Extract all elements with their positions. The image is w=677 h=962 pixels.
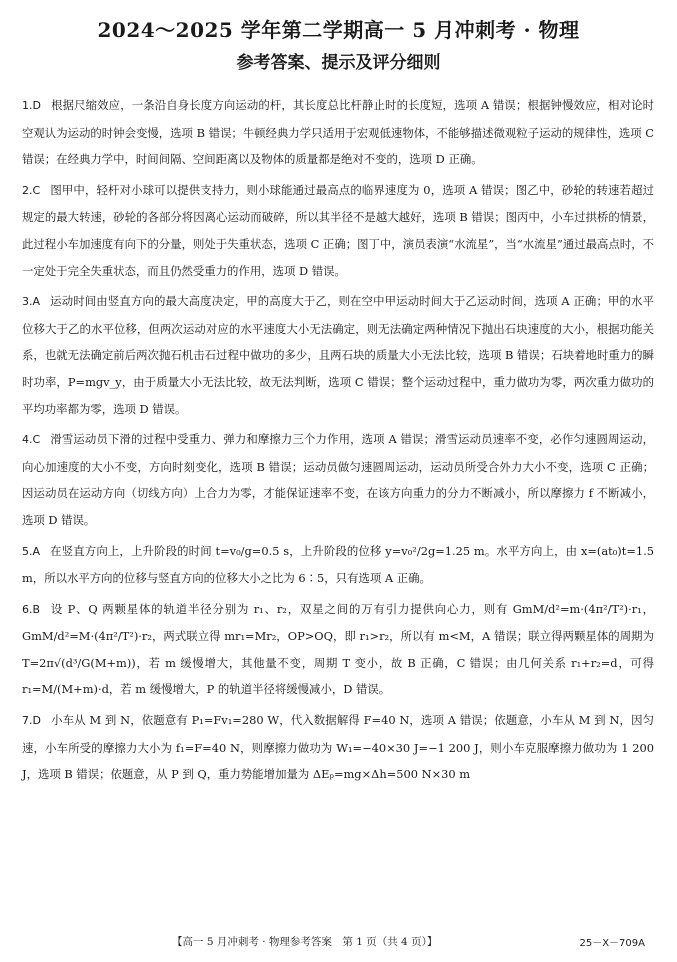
answer-number: 5. — [22, 544, 33, 558]
page-subtitle: 参考答案、提示及评分细则 — [236, 53, 441, 73]
answer-choice: A — [32, 544, 41, 558]
answer-list — [22, 92, 654, 792]
answer-choice: C — [32, 433, 41, 447]
answer-number: 4. — [22, 433, 33, 447]
footer-doc-code: 25－X－709A — [579, 938, 645, 949]
answer-explanation: 设 P、Q 两颗星体的轨道半径分别为 r₁、r₂，双星之间的万有引力提供向心力，则有 GmM/d²=m·(4π²/T²)·r₁，GmM/d²=M·(4π²/T²)·r₂，两式联立得 mr₁=Mr₂，OP>OQ，即 r₁>r₂，所以有 m<M，A 错误；联立得两颗星体的周期为 T=2π√(d³/G(M+m))，若 m 缓慢增大，其他量不变，周期 T 变小，故 B 正确，C 错误；由几何关系 r₁+r₂=d，可得 r₁=M/(M+m)·d，若 m 缓慢增大，P 的轨道半径将缓慢减小，D 错误。 — [22, 601, 654, 697]
answer-item-2 — [22, 177, 654, 284]
answer-explanation: 在竖直方向上，上升阶段的时间 t=v₀/g=0.5 s，上升阶段的位移 y=v₀²/2g=1.25 m。水平方向上，由 x=(at₀)t=1.5 m，所以水平方向的位移与竖直方向的位移大小之比为 6∶5，只有选项 A 正确。 — [22, 543, 654, 586]
answer-explanation: 运动时间由竖直方向的最大高度决定，甲的高度大于乙，则在空中甲运动时间大于乙运动时间，选项 A 正确；甲的水平位移大于乙的水平位移，但两次运动对应的水平速度大小无法确定，则无法确定两种情况下抛出石块速度的大小，根据功能关系，也就无法确定前后两次抛石机击石过程中做功的多少，且两石块的质量大小无法比较，选项 B 错误；石块着地时重力的瞬时功率，P=mgv_y，由于质量大小无法比较，故无法判断，选项 C 错误；整个运动过程中，重力做功为零，两次重力做功的平均功率都为零，选项 D 错误。 — [22, 294, 654, 416]
page-title: 2024～2025 学年第二学期高一 5 月冲刺考 · 物理 — [97, 18, 580, 42]
answer-choice: A — [32, 295, 41, 309]
answer-explanation: 根据尺缩效应，一条沿自身长度方向运动的杆，其长度总比杆静止时的长度短，选项 A 错误；根据钟慢效应，相对论时空观认为运动的时钟会变慢，选项 B 错误；牛顿经典力学只适用于宏观低速物体，不能够描述微观粒子运动的规律性，选项 C 错误；在经典力学中，时间间隔、空间距离以及物体的质量都是绝对不变的，选项 D 正确。 — [22, 98, 654, 167]
answer-choice: D — [32, 714, 41, 728]
answer-number: 2. — [22, 183, 33, 197]
answer-explanation: 滑雪运动员下滑的过程中受重力、弹力和摩擦力三个力作用，选项 A 错误；滑雪运动员速率不变，必作匀速圆周运动，向心加速度的大小不变，方向时刻变化，选项 B 错误；运动员做匀速圆周运动，运动员所受合外力大小不变，选项 C 正确；因运动员在运动方向（切线方向）上合力为零，才能保证速率不变，在该方向重力的分力不断减小，所以摩擦力 f 不断减小，选项 D 错误。 — [22, 432, 654, 527]
answer-number: 6. — [22, 602, 33, 616]
answer-number: 1. — [22, 99, 33, 112]
answer-explanation: 小车从 M 到 N，依题意有 P₁=Fv₁=280 W，代入数据解得 F=40 N，选项 A 错误；依题意，小车从 M 到 N，因匀速，小车所受的摩擦力大小为 f₁=F=40 N，则摩擦力做功为 W₁=−40×30 J=−1 200 J，则小车克服摩擦力做功为 1 200 J，选项 B 错误；依题意，从 P 到 Q，重力势能增加量为 ΔEₚ=mg×Δh=500 N×30 m — [22, 713, 654, 782]
answer-item-4 — [22, 426, 654, 533]
answer-number: 7. — [22, 714, 33, 728]
footer-page-info: 【高一 5 月冲刺考 · 物理参考答案 第 1 页（共 4 页）】 — [172, 936, 438, 948]
answer-explanation: 图甲中，轻杆对小球可以提供支持力，则小球能通过最高点的临界速度为 0，选项 A 错误；图乙中，砂轮的转速若超过规定的最大转速，砂轮的各部分将因离心运动而破碎，所以其半径不是越大越好，选项 B 错误；图丙中，小车过拱桥的情景，此过程小车加速度有向下的分量，则处于失重状态，选项 C 正确；图丁中，演员表演“水流星”，当“水流星”通过最高点时，不一定处于完全失重状态，而且仍然受重力的作用，选项 D 错误。 — [22, 182, 654, 278]
answer-item-1 — [22, 92, 654, 173]
answer-item-7 — [22, 707, 654, 788]
answer-choice: B — [32, 602, 41, 616]
answer-item-3 — [22, 288, 654, 422]
answer-choice: C — [32, 183, 41, 197]
answer-item-6 — [22, 596, 654, 703]
answer-choice: D — [32, 99, 41, 112]
answer-number: 3. — [22, 295, 33, 309]
answer-item-5 — [22, 538, 654, 592]
